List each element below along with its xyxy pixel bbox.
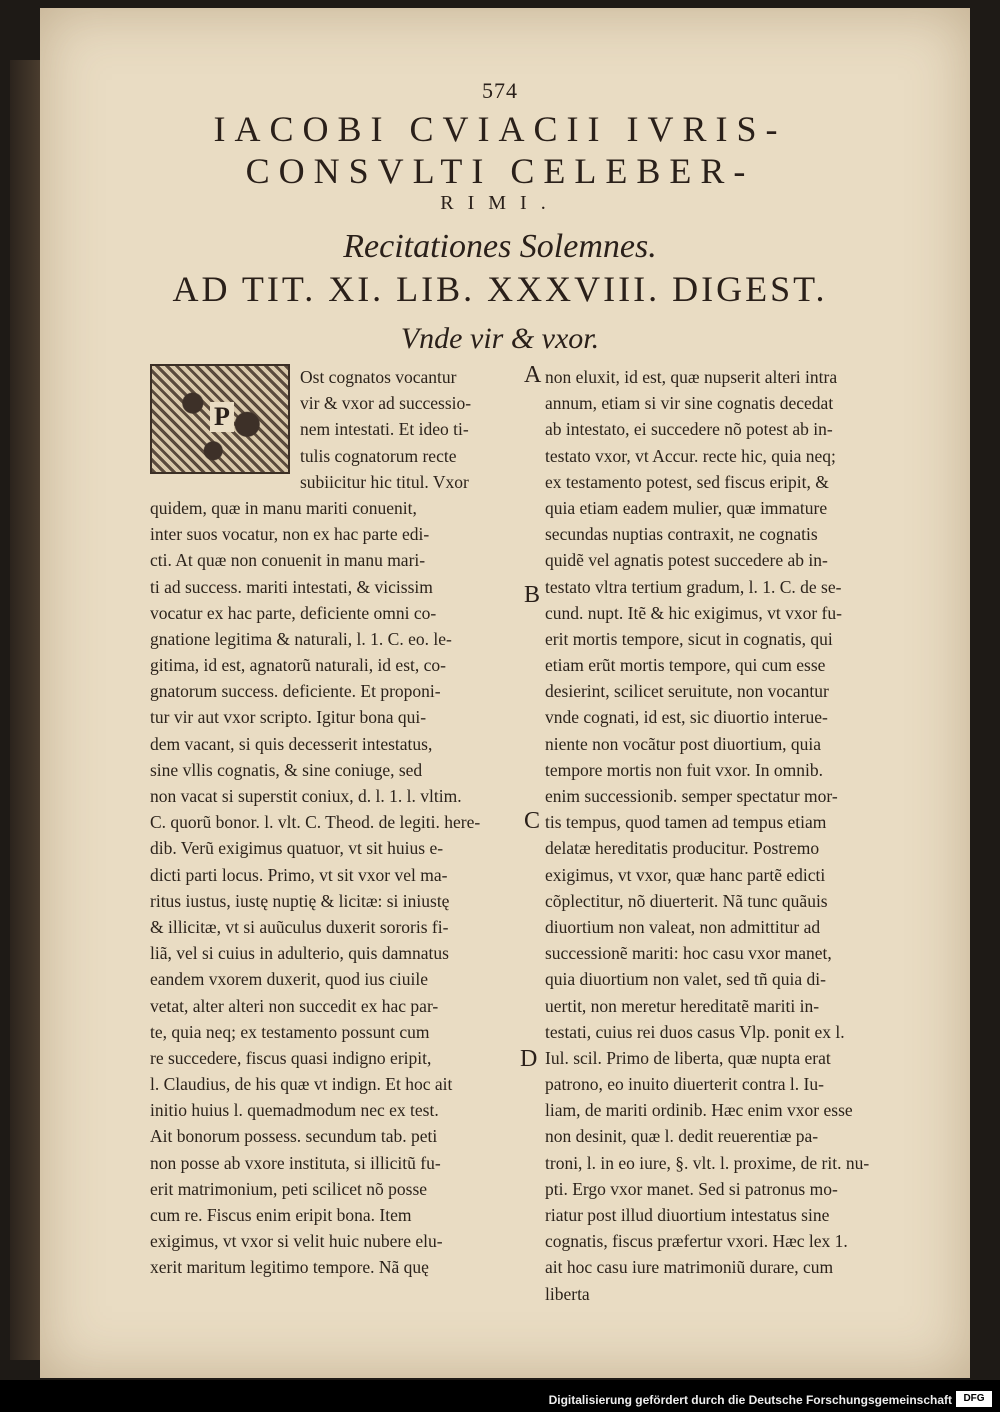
text-line: tempore mortis non fuit vxor. In omnib. <box>545 759 824 780</box>
text-line: liã, vel si cuius in adulterio, quis damnatus <box>150 943 449 964</box>
text-line: & illicitæ, vt si auũculus duxerit sororis fi- <box>150 916 449 937</box>
text-line: Ost cognatos vocantur <box>300 367 457 387</box>
text-line: etiam erũt mortis tempore, qui cum esse <box>545 655 826 676</box>
text-line: quia etiam eadem mulier, quæ immature <box>545 497 828 518</box>
text-line: te, quia neq; ex testamento possunt cum <box>150 1021 430 1042</box>
text-line: ab intestato, ei succedere nõ potest ab in- <box>545 419 833 440</box>
text-line: cti. At quæ non conuenit in manu mari- <box>150 550 426 571</box>
text-line: eandem vxorem duxerit, quod ius ciuile <box>150 969 428 990</box>
text-line: ex testamento potest, sed fiscus eripit, & <box>545 471 829 492</box>
text-line: cognatis, fiscus præfertur vxori. Hæc lex 1. <box>545 1231 848 1252</box>
text-line: cõplectitur, nõ diuerterit. Nã tunc quãuis <box>545 890 828 911</box>
text-line: exigimus, vt vxor si velit huic nubere elu- <box>150 1231 443 1252</box>
text-line: gnatione legitima & naturali, l. 1. C. eo. le- <box>150 628 452 649</box>
text-line: liam, de mariti ordinib. Hæc enim vxor esse <box>545 1100 853 1121</box>
text-line: testato vxor, vt Accur. recte hic, quia neq; <box>545 445 836 466</box>
text-line: riatur post illud diuortium intestatus sine <box>545 1205 830 1225</box>
title-line-3: RIMI. <box>440 192 560 214</box>
text-line: non vacat si superstit coniux, d. l. 1. l. vltim. <box>150 786 462 806</box>
text-line: Ait bonorum possess. secundum tab. peti <box>150 1126 438 1147</box>
text-line: l. Claudius, de his quæ vt indign. Et hoc ait <box>150 1074 453 1095</box>
text-line: vnde cognati, id est, sic diuortio interue- <box>545 707 828 728</box>
margin-marker-b: B <box>524 582 541 608</box>
text-line: diuortium non valeat, non admittitur ad <box>545 916 821 937</box>
text-line: vir & vxor ad successio- <box>300 393 472 414</box>
text-line: non desinit, quæ l. dedit reuerentiæ pa- <box>545 1126 819 1147</box>
text-line: ti ad success. mariti intestati, & vicissim <box>150 576 433 597</box>
text-line: non eluxit, id est, quæ nupserit alteri intra <box>545 367 838 387</box>
text-line: vetat, alter alteri non succedit ex hac par- <box>150 995 439 1016</box>
text-line: niente non vocãtur post diuortium, quia <box>545 733 822 754</box>
text-line: tis tempus, quod tamen ad tempus etiam <box>545 812 827 833</box>
text-line: successionẽ mariti: hoc casu vxor manet, <box>545 943 832 964</box>
text-line: secundas nuptias contraxit, ne cognatis <box>545 524 818 545</box>
dfg-logo: DFG <box>956 1391 992 1407</box>
text-line: uertit, non meretur hereditatẽ mariti in- <box>545 995 820 1016</box>
title-line-1: IACOBI CVIACII IVRIS- <box>213 109 787 149</box>
text-line: C. quorũ bonor. l. vlt. C. Theod. de legiti. here- <box>150 812 481 833</box>
text-line: patrono, eo inuito diuerterit contra l. Iu- <box>545 1074 824 1095</box>
section-title: Vnde vir & vxor. <box>400 322 600 355</box>
text-line: dem vacant, si quis decesserit intestatus, <box>150 733 433 754</box>
text-line: enim successionib. semper spectatur mor- <box>545 786 838 806</box>
text-line: dib. Verũ exigimus quatuor, vt sit huius e- <box>150 838 444 859</box>
text-line: troni, l. in eo iure, §. vlt. l. proxime, de rit. nu- <box>545 1152 870 1173</box>
text-line: quia diuortium non valet, sed tñ quia di- <box>545 969 826 990</box>
text-line: erit matrimonium, peti scilicet nõ posse <box>150 1178 428 1199</box>
text-line: dicti parti locus. Primo, vt sit vxor vel ma- <box>150 864 448 885</box>
left-column <box>150 364 518 1281</box>
subtitle: Recitationes Solemnes. <box>343 228 657 265</box>
initial-letter: P <box>210 402 234 432</box>
text-line: erit mortis tempore, sicut in cognatis, qui <box>545 628 833 649</box>
text-line: quidem, quæ in manu mariti conuenit, <box>150 497 417 518</box>
text-line: desierint, scilicet seruitute, non vocantur <box>545 681 829 702</box>
right-column <box>545 364 905 1307</box>
text-line: sine vllis cognatis, & sine coniuge, sed <box>150 759 423 780</box>
footer-text: Digitalisierung gefördert durch die Deutsche Forschungsgemeinschaft <box>548 1393 952 1407</box>
text-line: subiicitur hic titul. Vxor <box>300 471 469 492</box>
text-line: testati, cuius rei duos casus Vlp. ponit ex l. <box>545 1021 845 1042</box>
text-line: gitima, id est, agnatorũ naturali, id est, co- <box>150 655 446 676</box>
page-number: 574 <box>482 78 518 103</box>
text-line: initio huius l. quemadmodum nec ex test. <box>150 1100 439 1121</box>
text-line: annum, etiam si vir sine cognatis decedat <box>545 393 834 414</box>
text-line: xerit maritum legitimo tempore. Nã quę <box>150 1257 429 1278</box>
text-line: inter suos vocatur, non ex hac parte edi- <box>150 524 430 545</box>
text-line: exigimus, vt vxor, quæ hanc partẽ edicti <box>545 864 826 885</box>
heading: AD TIT. XI. LIB. XXXVIII. DIGEST. <box>172 269 828 309</box>
margin-marker-a: A <box>524 362 542 388</box>
title-line-2: CONSVLTI CELEBER- <box>245 151 755 191</box>
margin-marker-c: C <box>524 808 541 834</box>
text-line: gnatorum success. deficiente. Et proponi- <box>150 681 441 702</box>
text-line: quidẽ vel agnatis potest succedere ab in- <box>545 550 828 571</box>
text-line: pti. Ergo vxor manet. Sed si patronus mo- <box>545 1178 838 1199</box>
text-line: tulis cognatorum recte <box>300 445 457 466</box>
text-line: nem intestati. Et ideo ti- <box>300 419 469 440</box>
text-line: cum re. Fiscus enim eripit bona. Item <box>150 1205 412 1225</box>
text-line: non posse ab vxore instituta, si illicitũ fu- <box>150 1152 441 1173</box>
text-line: tur vir aut vxor scripto. Igitur bona qui- <box>150 707 427 728</box>
text-line: testato vltra tertium gradum, l. 1. C. de se- <box>545 576 842 597</box>
text-line: liberta <box>545 1283 590 1304</box>
text-line: re succedere, fiscus quasi indigno eripit, <box>150 1047 432 1068</box>
margin-marker-d: D <box>520 1046 538 1072</box>
text-line: vocatur ex hac parte, deficiente omni co- <box>150 602 437 623</box>
text-line: ritus iustus, iustę nuptię & licitæ: si iniustę <box>150 890 450 911</box>
text-line: Iul. scil. Primo de liberta, quæ nupta erat <box>545 1047 831 1068</box>
text-line: delatæ hereditatis producitur. Postremo <box>545 838 820 859</box>
text-line: ait hoc casu iure matrimoniũ durare, cum <box>545 1257 834 1278</box>
text-line: cund. nupt. Itẽ & hic exigimus, vt vxor fu- <box>545 602 842 623</box>
